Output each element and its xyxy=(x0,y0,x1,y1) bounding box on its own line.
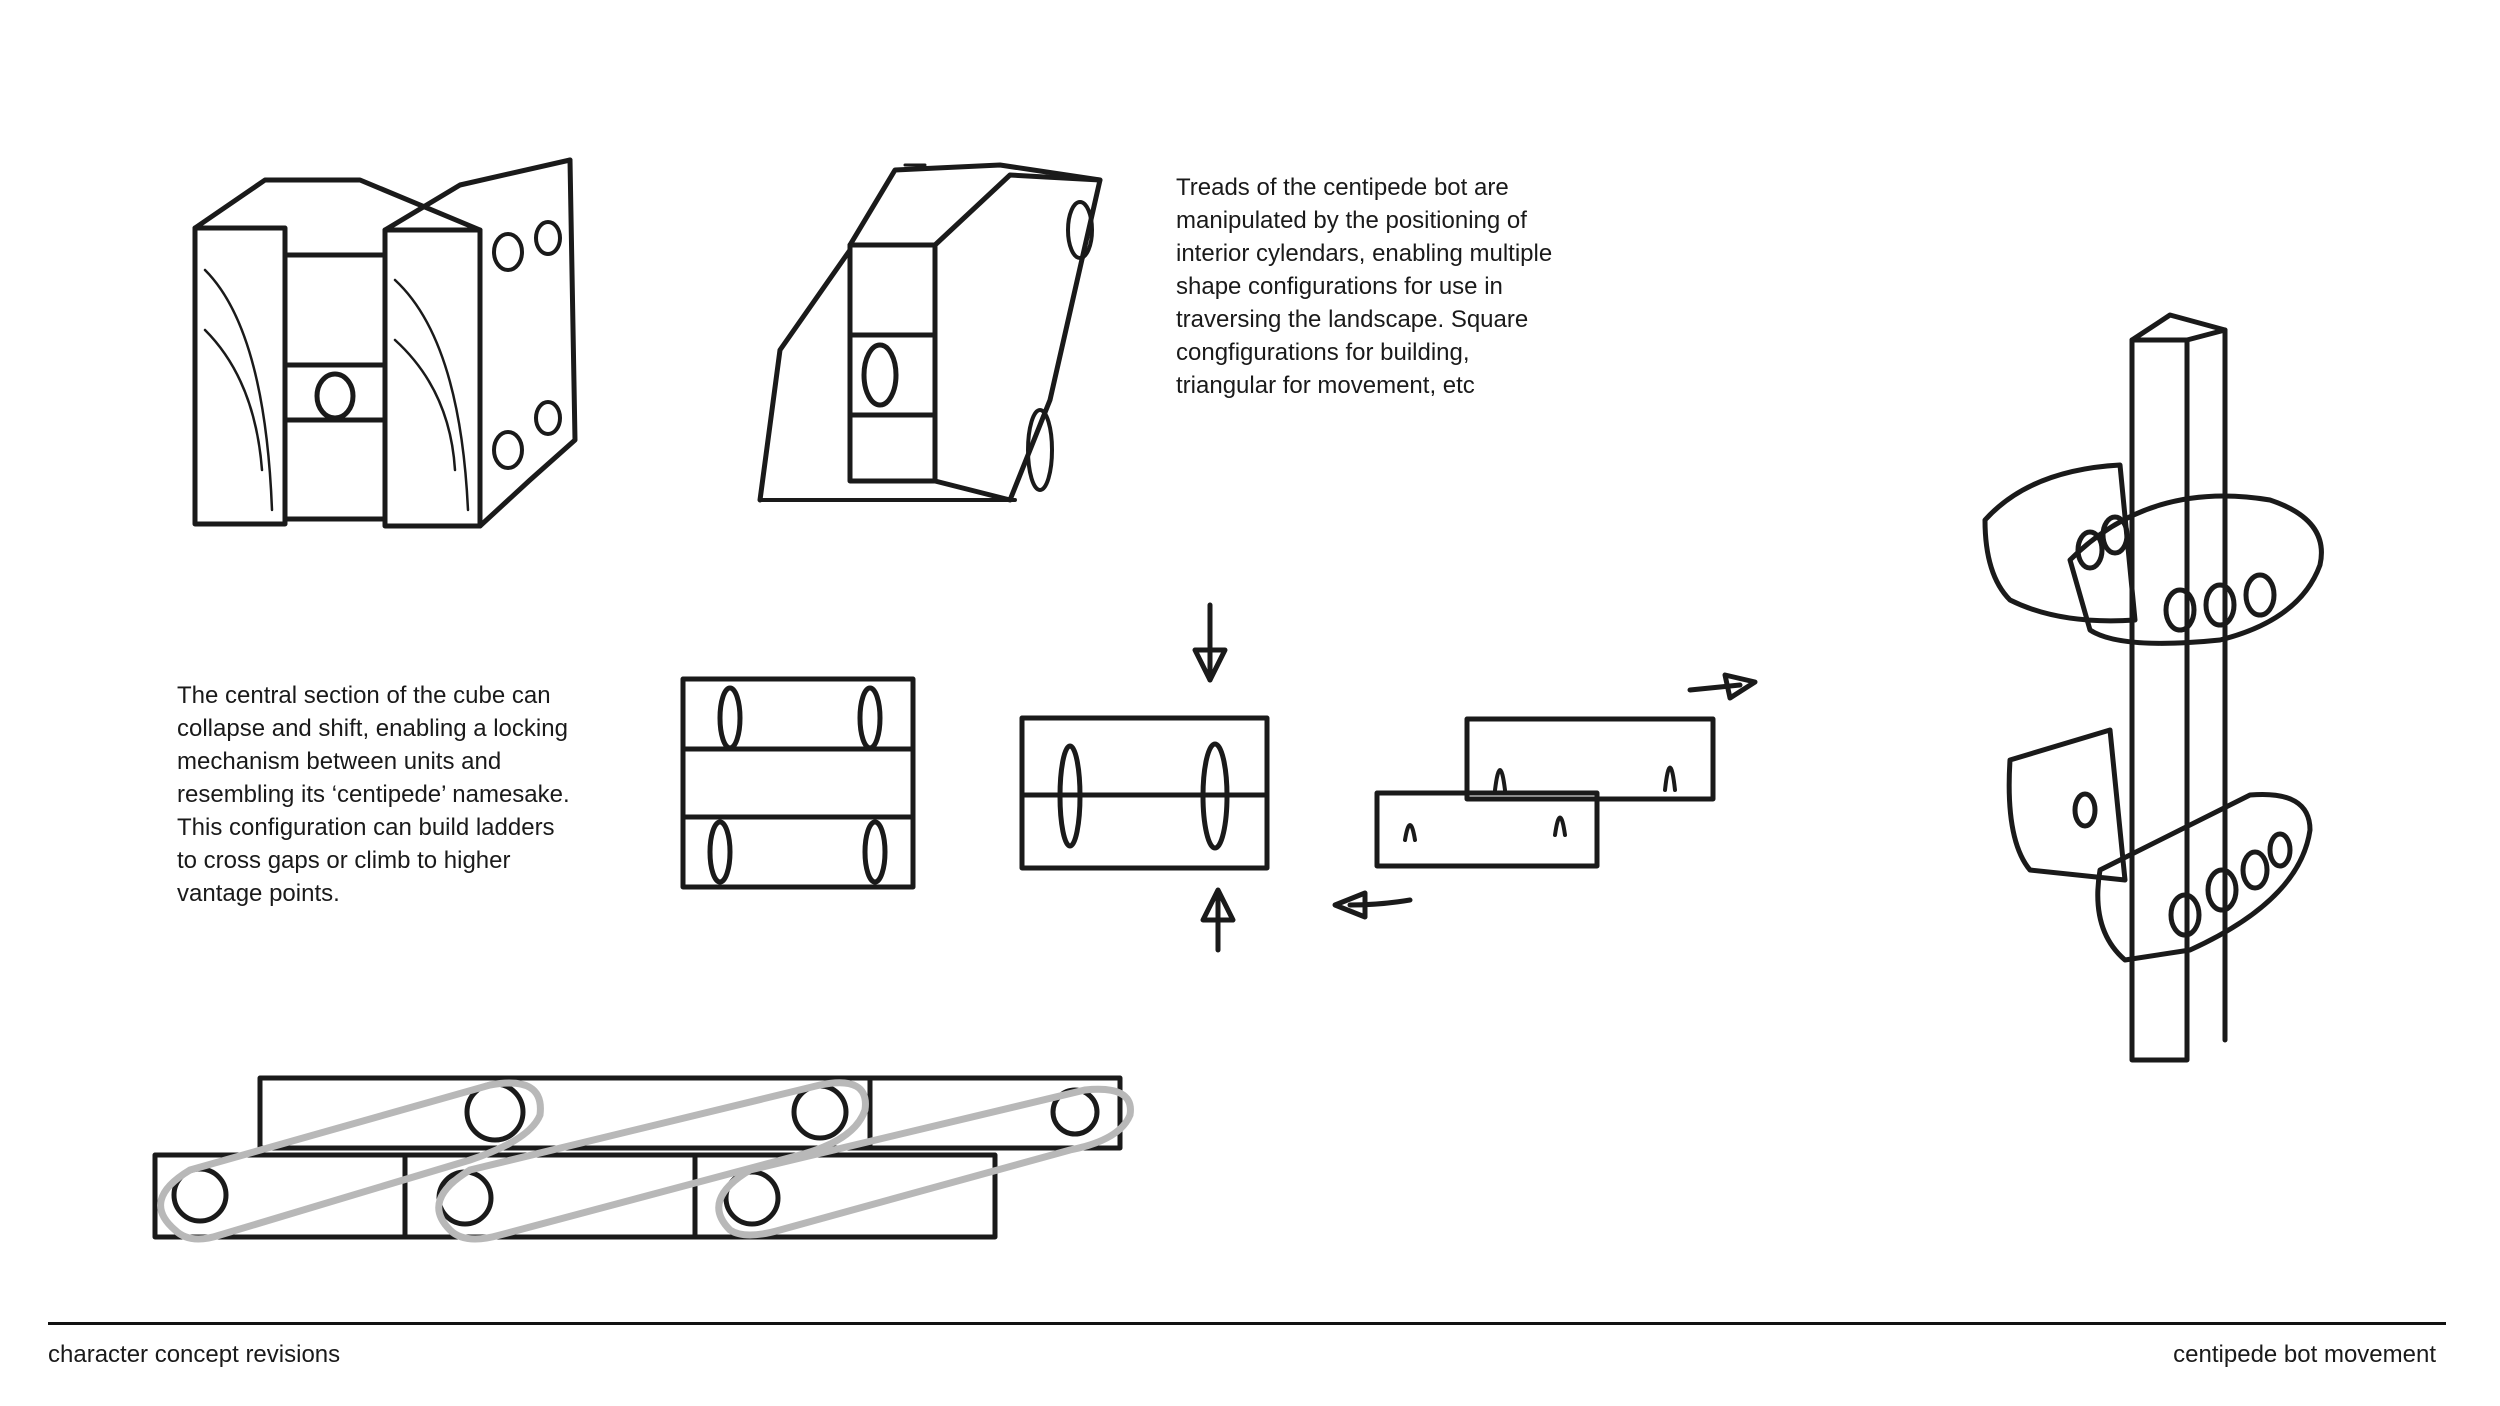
central-section-description: The central section of the cube can collapse and shift, enabling a locking mechanism between units and resembling its ‘centipede’ namesake. This configuration can build ladders to cross gaps or climb to higher vantage points. xyxy=(177,682,570,907)
sketch-ladder-chain xyxy=(155,1078,1130,1239)
footer-left-label: character concept revisions xyxy=(48,1341,341,1368)
sketch-square-cube xyxy=(195,160,575,526)
sketch-climbing-bot xyxy=(1985,315,2321,1060)
sketch-collapsed-stack xyxy=(683,679,913,887)
sketch-shifted-units xyxy=(1335,675,1755,917)
sketch-compressed-unit xyxy=(1022,605,1267,950)
footer-divider xyxy=(48,1322,2446,1325)
sketch-triangular-cube xyxy=(760,165,1100,500)
footer-right-label: centipede bot movement xyxy=(2173,1341,2436,1368)
treads-description: Treads of the centipede bot are manipulated by the positioning of interior cylendars, enabling multiple shape configurations for use in traversing the landscape. Square congfigurations for building, triangular for movement, etc xyxy=(1176,174,1553,399)
